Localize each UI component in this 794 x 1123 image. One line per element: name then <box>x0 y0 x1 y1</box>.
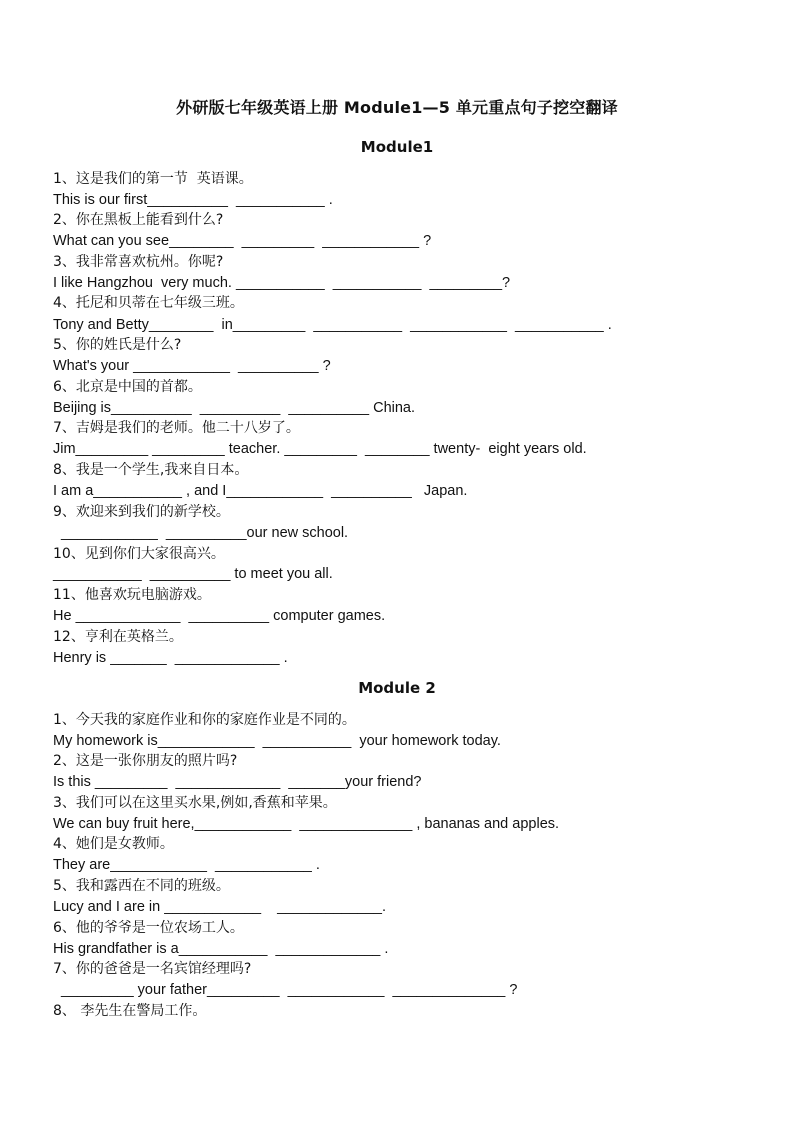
module-1-item-8-chinese: 8、我是一个学生,我来自日本。 <box>53 462 249 478</box>
module-1-item-4-chinese: 4、托尼和贝蒂在七年级三班。 <box>53 295 244 311</box>
module-1-item-1-english: This is our first__________ ___________ . <box>53 192 333 208</box>
module-1-item-11-chinese: 11、他喜欢玩电脑游戏。 <box>53 587 211 603</box>
module-2-item-7-english: _________ your father_________ ____________ ______________ ? <box>53 982 518 998</box>
module-1-item-4-english: Tony and Betty________ in_________ ___________ ____________ ___________ . <box>53 317 612 333</box>
module-2-item-1-english: My homework is____________ ___________ your homework today. <box>53 733 501 749</box>
module-2-item-3-chinese: 3、我们可以在这里买水果,例如,香蕉和苹果。 <box>53 795 337 811</box>
module-2-item-4-english: They are____________ ____________ . <box>53 857 320 873</box>
module-1-item-3-english: I like Hangzhou very much. ___________ ___________ _________? <box>53 275 511 291</box>
module-1-item-12-chinese: 12、亨利在英格兰。 <box>53 629 183 645</box>
module-2-item-5-chinese: 5、我和露西在不同的班级。 <box>53 878 230 894</box>
module-1-heading: Module1 <box>360 138 434 156</box>
module-1-item-7-chinese: 7、吉姆是我们的老师。他二十八岁了。 <box>53 420 300 436</box>
module-2-item-3-english: We can buy fruit here,____________ ______________ , bananas and apples. <box>53 816 560 832</box>
module-1-item-3-chinese: 3、我非常喜欢杭州。你呢? <box>53 254 224 270</box>
module-1-item-8-english: I am a___________ , and I____________ __________ Japan. <box>53 483 468 499</box>
module-1-item-6-english: Beijing is__________ __________ __________ China. <box>53 400 416 416</box>
module-1-item-9-english: ____________ __________our new school. <box>53 525 349 541</box>
module-1-item-10-chinese: 10、见到你们大家很高兴。 <box>53 546 225 562</box>
module-1-item-7-english: Jim_________ _________ teacher. _________ ________ twenty- eight years old. <box>53 441 587 457</box>
module-2-item-7-chinese: 7、你的爸爸是一名宾馆经理吗? <box>53 961 252 977</box>
module-1-item-5-chinese: 5、你的姓氏是什么? <box>53 337 182 353</box>
module-1-item-10-english: ___________ __________ to meet you all. <box>53 566 333 582</box>
module-2-item-2-chinese: 2、这是一张你朋友的照片吗? <box>53 753 238 769</box>
module-2-item-6-chinese: 6、他的爷爷是一位农场工人。 <box>53 920 244 936</box>
module-1-item-2-english: What can you see________ _________ ____________ ? <box>53 233 432 249</box>
module-2-item-2-english: Is this _________ _____________ _______your friend? <box>53 774 422 790</box>
module-2-heading: Module 2 <box>358 679 436 697</box>
module-2-item-5-english: Lucy and I are in ____________ _____________. <box>53 899 386 915</box>
module-1-item-12-english: Henry is _______ _____________ . <box>53 650 288 666</box>
module-2-item-1-chinese: 1、今天我的家庭作业和你的家庭作业是不同的。 <box>53 712 356 728</box>
module-1-item-5-english: What's your ____________ __________ ? <box>53 358 331 374</box>
module-1-item-2-chinese: 2、你在黑板上能看到什么? <box>53 212 224 228</box>
module-1-item-9-chinese: 9、欢迎来到我们的新学校。 <box>53 504 230 520</box>
module-2-item-6-english: His grandfather is a___________ _____________ . <box>53 941 389 957</box>
module-1-item-1-chinese: 1、这是我们的第一节 英语课。 <box>53 171 253 187</box>
module-2-item-8-chinese: 8、 李先生在警局工作。 <box>53 1003 207 1019</box>
module-2-item-4-chinese: 4、她们是女教师。 <box>53 836 174 852</box>
module-1-item-11-english: He _____________ __________ computer games. <box>53 608 386 624</box>
document-title: 外研版七年级英语上册 Module1—5 单元重点句子挖空翻译 <box>176 98 618 117</box>
module-1-item-6-chinese: 6、北京是中国的首都。 <box>53 379 202 395</box>
